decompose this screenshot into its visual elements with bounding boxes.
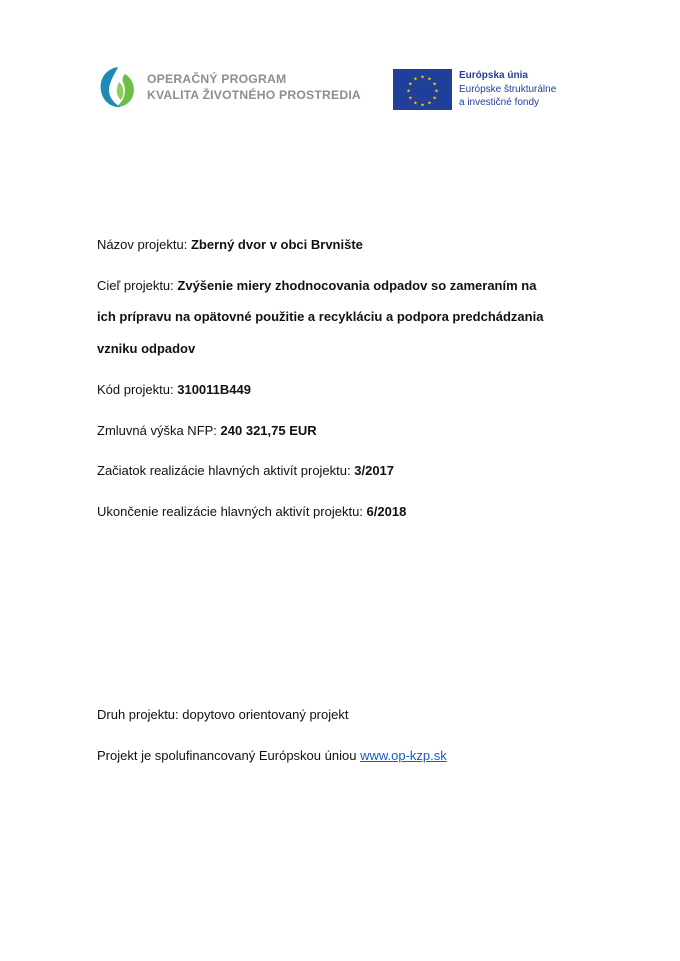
eu-logo-line1: Európska únia (459, 70, 528, 81)
svg-text:★: ★ (408, 81, 413, 88)
eu-logo-line2: Európske štrukturálne (459, 83, 557, 95)
op-kzp-logo (97, 64, 361, 110)
project-nfp-row (97, 423, 317, 438)
project-name-value: Zberný dvor v obci Brvnište (190, 237, 363, 252)
cofinance-text: Projekt je spolufinancovaný Európskou úniou (97, 748, 357, 763)
project-type-text: Druh projektu: dopytovo orientovaný projekt (97, 707, 349, 722)
project-start-value: 3/2017 (354, 463, 395, 478)
svg-text:★: ★ (420, 74, 425, 81)
project-code-label: Kód projektu: (97, 382, 174, 397)
eu-funds-logo (393, 69, 556, 110)
svg-text:★: ★ (413, 100, 418, 107)
project-goal-line2: ich prípravu na opätovné použitie a recykláciu a podpora predchádzania (97, 309, 544, 324)
project-goal-line1: Zvýšenie miery zhodnocovania odpadov so zameraním na (177, 278, 537, 293)
project-code-value: 310011B449 (177, 382, 251, 397)
project-end-row (97, 504, 406, 519)
svg-text:★: ★ (434, 88, 439, 95)
project-goal-line3-row (97, 341, 195, 356)
op-kzp-website-link[interactable]: www.op-kzp.sk (360, 748, 447, 763)
project-end-value: 6/2018 (366, 504, 407, 519)
project-code-row (97, 382, 251, 397)
op-logo-line1: OPERAČNÝ PROGRAM (147, 72, 287, 86)
project-type-row (97, 707, 348, 722)
project-name-row (97, 237, 363, 252)
cofinance-row (97, 748, 447, 763)
svg-text:★: ★ (432, 81, 437, 88)
eu-flag-icon (393, 69, 452, 110)
svg-text:★: ★ (408, 95, 413, 102)
svg-text:★: ★ (432, 95, 437, 102)
project-goal-line2-row (97, 309, 543, 324)
svg-text:★: ★ (413, 76, 418, 83)
project-nfp-label: Zmluvná výška NFP: (97, 423, 217, 438)
svg-text:★: ★ (427, 76, 432, 83)
project-start-row (97, 463, 394, 478)
project-goal-row (97, 278, 536, 293)
op-logo-line2: KVALITA ŽIVOTNÉHO PROSTREDIA (147, 88, 361, 102)
svg-text:★: ★ (420, 102, 425, 109)
project-start-label: Začiatok realizácie hlavných aktivít projektu: (97, 463, 351, 478)
project-name-label: Názov projektu: (97, 237, 188, 252)
project-end-label: Ukončenie realizácie hlavných aktivít projektu: (97, 504, 363, 519)
project-goal-label: Cieľ projektu: (97, 278, 174, 293)
project-goal-line3: vzniku odpadov (97, 341, 196, 356)
op-kzp-leaf-icon (97, 64, 139, 110)
eu-logo-line3: a investičné fondy (459, 97, 540, 108)
svg-text:★: ★ (406, 88, 411, 95)
project-nfp-value: 240 321,75 EUR (220, 423, 317, 438)
svg-text:★: ★ (427, 100, 432, 107)
